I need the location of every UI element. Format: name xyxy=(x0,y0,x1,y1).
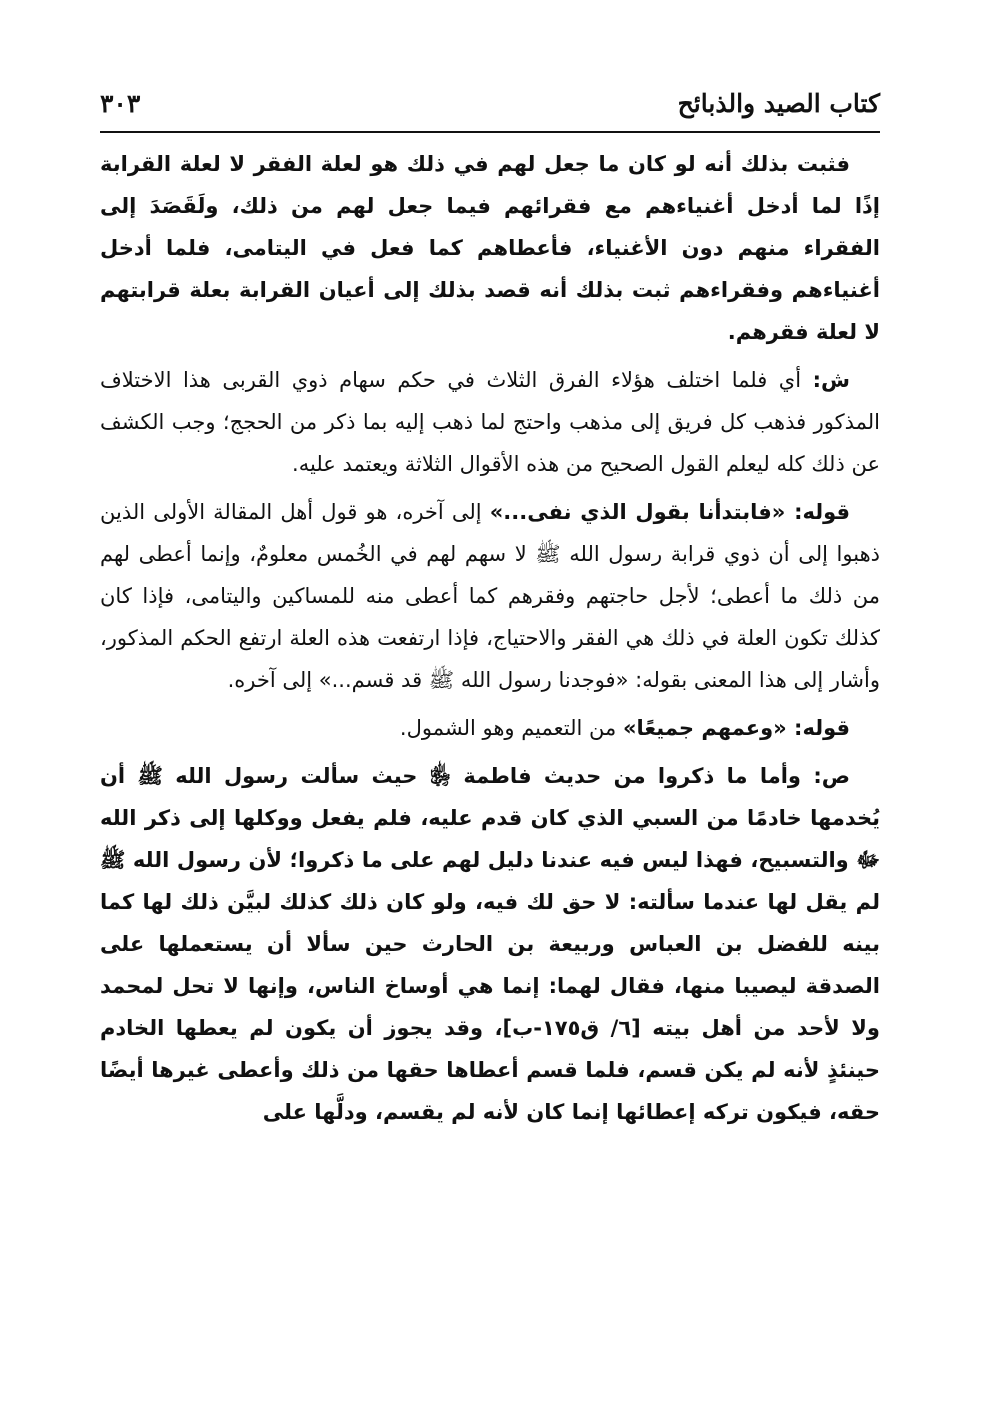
paragraph-qawluh-1 xyxy=(100,491,880,701)
matn-marker: ص: xyxy=(813,764,851,788)
paragraph-qawluh-2 xyxy=(100,707,880,749)
paragraph-matn-2 xyxy=(100,755,880,1133)
paragraph-text: من التعميم وهو الشمول. xyxy=(399,716,617,740)
paragraph-text: إلى آخره، هو قول أهل المقالة الأولى الذين ذهبوا إلى أن ذوي قرابة رسول الله ﷺ لا سهم لهم في الخُمس معلومٌ، وإنما أعطى لهم من ذلك ما أعطى؛ لأجل حاجتهم وفقرهم كما أعطى منه للمساكين واليتامى، فإذا كان كذلك تكون العلة في ذلك هي الفقر والاحتياج، فإذا ارتفعت هذه العلة ارتفع الحكم المذكور، وأشار إلى هذا المعنى بقوله: «فوجدنا رسول الله ﷺ قد قسم...» إلى آخره. xyxy=(100,500,880,692)
sharh-marker: ش: xyxy=(812,368,850,392)
quote-lead: قوله: «فابتدأنا بقول الذي نفى...» xyxy=(489,500,850,524)
page-header xyxy=(100,85,880,133)
paragraph-text: وأما ما ذكروا من حديث فاطمة ﵂ حيث سألت رسول الله ﷺ أن يُخدمها خادمًا من السبي الذي كان قدم عليه، فلم يفعل ووكلها إلى ذكر الله ﷻ والتسبيح، فهذا ليس فيه عندنا دليل لهم على ما ذكروا؛ لأن رسول الله ﷺ لم يقل لها عندما سألته: لا حق لك فيه، ولو كان ذلك كذلك لبيَّن ذلك لها كما بينه للفضل بن العباس وربيعة بن الحارث حين سألا أن يستعملها على الصدقة ليصيبا منها، فقال لهما: إنما هي أوساخ الناس، وإنها لا تحل لمحمد ولا لأحد من أهل بيته [٦/ ق١٧٥-ب]، وقد يجوز أن يكون لم يعطها الخادم حينئذٍ لأنه لم يكن قسم، فلما قسم أعطاها حقها من ذلك وأعطى غيرها أيضًا حقه، فيكون تركه إعطائها إنما كان لأنه لم يقسم، ودلَّها على xyxy=(100,764,880,1124)
page-number: ٣٠٣ xyxy=(100,89,141,118)
book-page xyxy=(100,85,880,1385)
paragraph-matn-1 xyxy=(100,143,880,353)
paragraph-sharh-1 xyxy=(100,359,880,485)
running-title: كتاب الصيد والذبائح xyxy=(677,89,880,118)
paragraph-text: أي فلما اختلف هؤلاء الفرق الثلاث في حكم سهام ذوي القربى هذا الاختلاف المذكور فذهب كل فريق إلى مذهب واحتج لما ذهب إليه بما ذكر من الحجج؛ وجب الكشف عن ذلك كله ليعلم القول الصحيح من هذه الأقوال الثلاثة ويعتمد عليه. xyxy=(100,368,880,476)
paragraph-text: فثبت بذلك أنه لو كان ما جعل لهم في ذلك هو لعلة الفقر لا لعلة القرابة إذًا لما أدخل أغنياءهم مع فقرائهم فيما جعل لهم من ذلك، ولَقَصَدَ إلى الفقراء منهم دون الأغنياء، فأعطاهم كما فعل في اليتامى، فلما أدخل أغنياءهم وفقراءهم ثبت بذلك أنه قصد بذلك إلى أعيان القرابة بعلة قرابتهم لا لعلة فقرهم. xyxy=(100,152,880,344)
quote-lead: قوله: «وعمهم جميعًا» xyxy=(622,716,850,740)
